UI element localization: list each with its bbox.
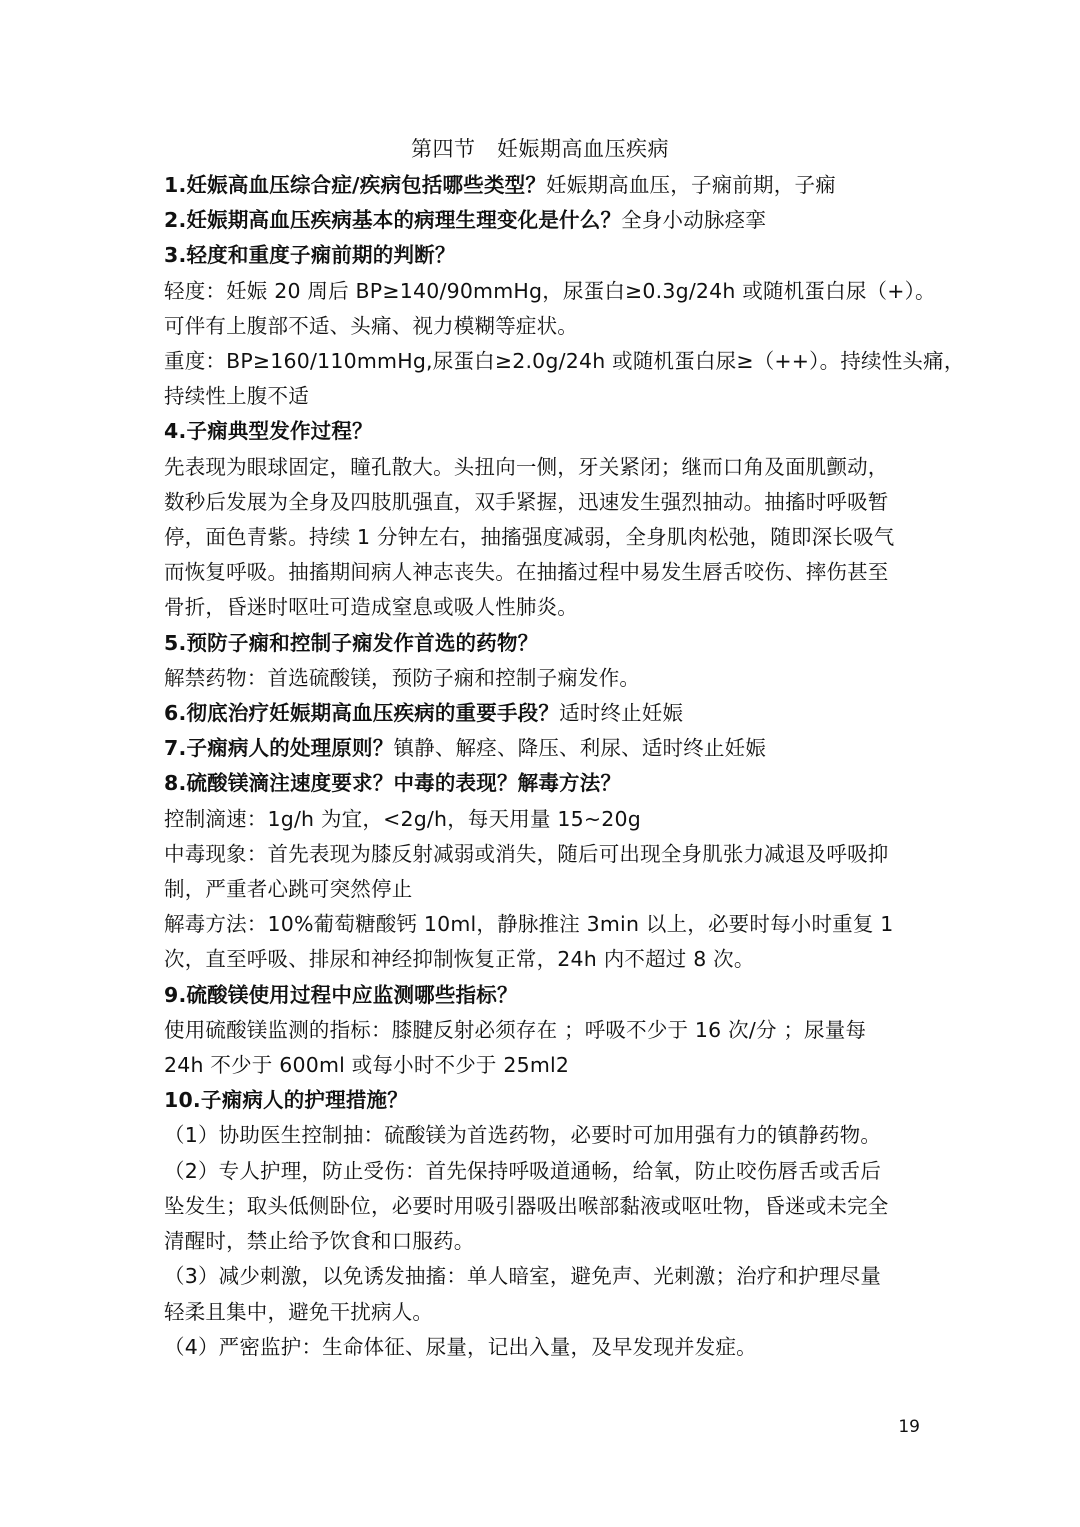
answer-line <box>164 379 920 414</box>
answer-line <box>164 1259 920 1294</box>
answer-text: （2）专人护理，防止受伤：首先保持呼吸道通畅，给氧，防止咬伤唇舌或舌后 <box>164 1158 882 1183</box>
answer-text: 轻度：妊娠 20 周后 BP≥140/90mmHg，尿蛋白≥0.3g/24h 或随机蛋白尿（+）。 <box>164 278 936 303</box>
answer-text: 妊娠期高血压，子痫前期，子痫 <box>546 173 836 197</box>
answer-line <box>164 520 920 555</box>
answer-text: 中毒现象：首先表现为膝反射减弱或消失，随后可出现全身肌张力减退及呼吸抑 <box>164 841 889 866</box>
question-text: 5.预防子痫和控制子痫发作首选的药物？ <box>164 630 539 655</box>
answer-text: （1）协助医生控制抽：硫酸镁为首选药物，必要时可加用强有力的镇静药物。 <box>164 1123 882 1148</box>
answer-text: 解毒方法：10%葡萄糖酸钙 10ml，静脉推注 3min 以上，必要时每小时重复 1 <box>164 912 894 937</box>
answer-line <box>164 1013 920 1048</box>
answer-text: 适时终止妊娠 <box>559 701 684 726</box>
question-text: 3.轻度和重度子痫前期的判断？ <box>164 243 456 268</box>
question-line <box>164 414 920 449</box>
question-line <box>164 203 920 238</box>
answer-line <box>164 344 965 379</box>
answer-line <box>164 1154 920 1189</box>
question-text: 7.子痫病人的处理原则？ <box>164 736 394 761</box>
answer-line <box>164 485 920 520</box>
answer-line <box>164 942 920 977</box>
answer-text: 解禁药物：首选硫酸镁，预防子痫和控制子痫发作。 <box>164 665 641 690</box>
answer-text: 而恢复呼吸。抽搐期间病人神志丧失。在抽搐过程中易发生唇舌咬伤、摔伤甚至 <box>164 560 889 585</box>
question-text: 9.硫酸镁使用过程中应监测哪些指标？ <box>164 982 518 1007</box>
answer-line <box>164 309 920 344</box>
answer-line <box>164 555 920 590</box>
answer-text: （3）减少刺激，以免诱发抽搐：单人暗室，避免声、光刺激；治疗和护理尽量 <box>164 1264 882 1289</box>
answer-line <box>164 837 920 872</box>
question-text: 10.子痫病人的护理措施？ <box>164 1088 408 1113</box>
answer-text: 镇静、解痉、降压、利尿、适时终止妊娠 <box>393 736 767 761</box>
answer-line <box>164 661 920 696</box>
answer-text: 24h 不少于 600ml 或每小时不少于 25ml2 <box>164 1053 570 1078</box>
answer-text: 坠发生；取头低侧卧位，必要时用吸引器吸出喉部黏液或呕吐物，昏迷或未完全 <box>164 1193 889 1218</box>
answer-line <box>164 1118 920 1153</box>
question-line <box>164 978 920 1013</box>
answer-text: 轻柔且集中，避免干扰病人。 <box>164 1299 434 1324</box>
page-number: 19 <box>898 1417 920 1437</box>
question-line <box>164 731 920 766</box>
document-body <box>164 168 965 1365</box>
answer-line <box>164 274 936 309</box>
question-line <box>164 626 920 661</box>
question-line <box>164 168 920 203</box>
answer-line <box>164 907 920 942</box>
answer-line <box>164 1048 920 1083</box>
answer-text: 可伴有上腹部不适、头痛、视力模糊等症状。 <box>164 313 578 338</box>
answer-text: 持续性上腹不适 <box>164 384 309 409</box>
answer-text: 骨折，昏迷时呕吐可造成窒息或吸人性肺炎。 <box>164 595 578 620</box>
answer-text: 使用硫酸镁监测的指标：膝腱反射必须存在 ；呼吸不少于 16 次/分 ；尿量每 <box>164 1017 867 1042</box>
answer-text: 制，严重者心跳可突然停止 <box>164 877 413 902</box>
answer-line <box>164 590 920 625</box>
question-text: 2.妊娠期高血压疾病基本的病理生理变化是什么？ <box>164 208 622 233</box>
answer-line <box>164 1224 920 1259</box>
answer-text: 先表现为眼球固定，瞳孔散大。头扭向一侧，牙关紧闭；继而口角及面肌颤动， <box>164 454 889 479</box>
answer-text: 次，直至呼吸、排尿和神经抑制恢复正常，24h 内不超过 8 次。 <box>164 947 755 972</box>
question-text: 1.妊娠高血压综合症/疾病包括哪些类型？ <box>164 173 547 197</box>
answer-text: 数秒后发展为全身及四肢肌强直，双手紧握，迅速发生强烈抽动。抽搐时呼吸暂 <box>164 489 889 514</box>
answer-line <box>164 802 920 837</box>
question-line <box>164 1083 920 1118</box>
answer-text: 控制滴速：1g/h 为宜，<2g/h，每天用量 15~20g <box>164 806 641 831</box>
answer-line <box>164 1295 920 1330</box>
answer-line <box>164 450 920 485</box>
question-line <box>164 766 920 801</box>
answer-text: 清醒时，禁止给予饮食和口服药。 <box>164 1229 475 1254</box>
answer-line <box>164 1330 920 1365</box>
question-text: 8.硫酸镁滴注速度要求？中毒的表现？解毒方法？ <box>164 771 622 796</box>
question-line <box>164 696 920 731</box>
question-line <box>164 238 920 273</box>
answer-line <box>164 1189 920 1224</box>
question-text: 4.子痫典型发作过程？ <box>164 419 373 444</box>
answer-text: （4）严密监护：生命体征、尿量，记出入量，及早发现并发症。 <box>164 1334 757 1359</box>
question-text: 6.彻底治疗妊娠期高血压疾病的重要手段？ <box>164 701 560 726</box>
section-title: 第四节 妊娠期高血压疾病 <box>411 137 669 161</box>
answer-text: 停，面色青紫。持续 1 分钟左右，抽搐强度减弱，全身肌肉松弛，随即深长吸气 <box>164 525 895 550</box>
answer-text: 全身小动脉痉挛 <box>621 208 767 233</box>
answer-text: 重度：BP≥160/110mmHg,尿蛋白≥2.0g/24h 或随机蛋白尿≥（++）。持续性头痛， <box>164 349 965 374</box>
answer-line <box>164 872 920 907</box>
